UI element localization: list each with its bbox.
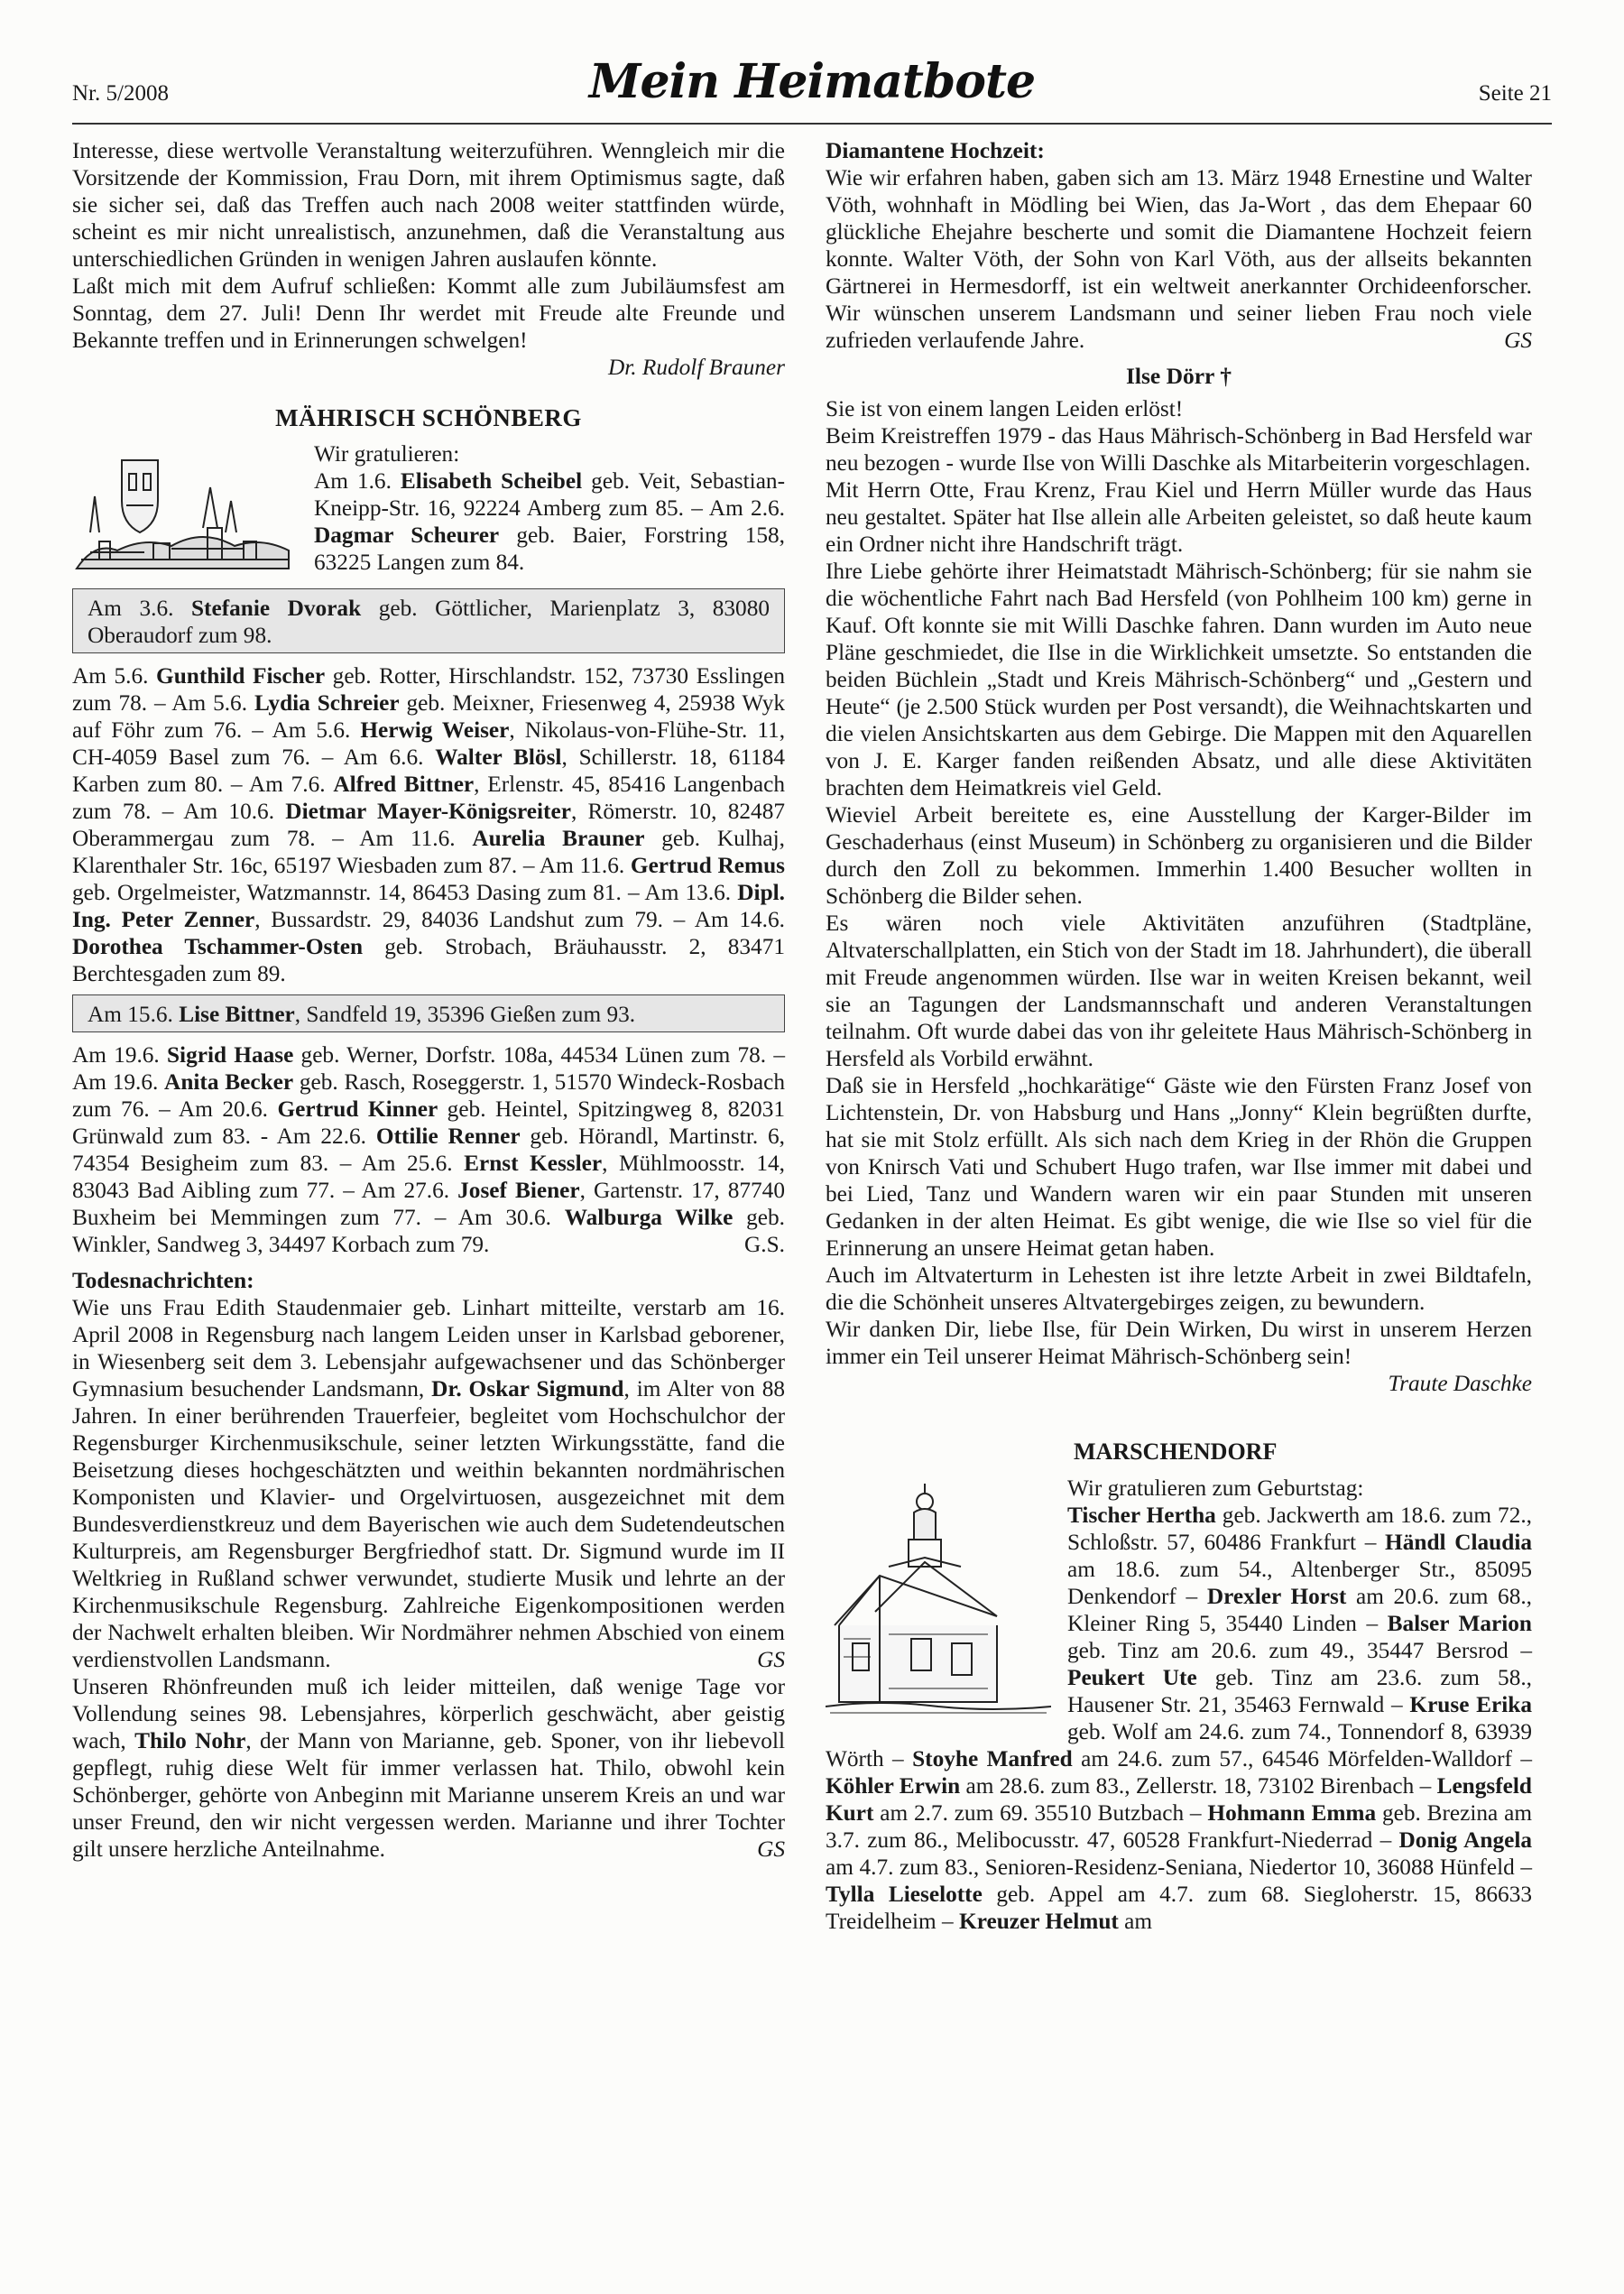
birthday-list-2: Am 19.6. Sigrid Haase geb. Werner, Dorfstr. 108a, 44534 Lünen zum 78. – Am 19.6. Anita Becker geb. Rasch, Roseggerstr. 1, 51570 Windeck-Rosbach zum 76. – Am 20.6. Gertrud Kinner geb. Heintel, Spitzingweg 8, 82031 Grünwald zum 83. - Am 22.6. Ottilie Renner geb. Hörandl, Martinstr. 6, 74354 Besigheim zum 83. – Am 25.6. Ernst Kessler, Mühlmoosstr. 14, 83043 Bad Aibling zum 77. – Am 27.6. Josef Biener, Gartenstr. 17, 87740 Buxheim bei Memmingen zum 77. – Am 30.6. Walburga Wilke geb. Winkler, Sandweg 3, 34497 Korbach zum 79. G.S. [72, 1042, 785, 1257]
section-title-maehrisch-schoenberg: MÄHRISCH SCHÖNBERG [275, 404, 582, 431]
obituary-paragraph: Ihre Liebe gehörte ihrer Heimatstadt Mährisch-Schönberg; für sie nahm sie die wöchentliche Fahrt nach Bad Hersfeld (von Pohlheim 100 km) gerne in Kauf. Oft konnte sie mit Willi Daschke fahren. Dann wurden im Auto neue Pläne geschmiedet, die Ilse in die Wirklichkeit umsetzte. So entstanden die beiden Büchlein „Stadt und Kreis Mährisch-Schönberg“ und „Gestern und Heute“ (je 2.500 Stück wurden per Post versandt), die Weihnachtskarten und die vielen Ansichtskarten aus dem Gebirge. Die Mappen mit den Aquarellen von J. E. Karger fanden reißenden Absatz, und alle diese Aktivitäten brachten dem Heimatkreis viel Geld. [826, 559, 1532, 800]
obituary-paragraph: Wieviel Arbeit bereitete es, eine Ausstellung der Karger-Bilder im Geschaderhaus (einst Museum) in Schönberg zu organisieren und die Bilder durch den Zoll zu bekommen. Immerhin 1.400 Besucher wollten in Schönberg die Bilder sehen. [826, 802, 1532, 909]
town-crest-illustration [72, 442, 298, 578]
obituary-title-ilse-doerr: Ilse Dörr † [1125, 363, 1232, 389]
left-column [72, 137, 785, 1863]
highlight-box-dvorak: Am 3.6. Stefanie Dvorak geb. Göttlicher, Marienplatz 3, 83080 Oberaudorf zum 98. [72, 588, 785, 653]
obituary-paragraph: Beim Kreistreffen 1979 - das Haus Mährisch-Schönberg in Bad Hersfeld war neu bezogen - wurde Ilse von Willi Daschke als Mitarbeiterin vorgeschlagen. [826, 423, 1532, 476]
intro-paragraph: Laßt mich mit dem Aufruf schließen: Kommt alle zum Jubiläumsfest am Sonntag, dem 27. Juli! Denn Ihr werdet mit Freude alte Freunde und Bekannte treffen und in Erinnerungen schwelgen! [72, 273, 785, 353]
mar-greeting: Wir gratulieren zum Geburtstag: [1067, 1475, 1364, 1501]
page-header [72, 54, 1552, 117]
ms-greeting: Wir gratulieren: [314, 441, 460, 467]
issue-number: Nr. 5/2008 [72, 81, 169, 106]
intro-signature: Dr. Rudolf Brauner [607, 355, 785, 380]
obituary-paragraph: Wir danken Dir, liebe Ilse, für Dein Wirken, Du wirst in unserem Herzen immer ein Teil unserer Heimat Mährisch-Schönberg sein! [826, 1317, 1532, 1369]
masthead-logo: Mein Heimatbote [588, 54, 1036, 109]
chapel-illustration [826, 1476, 1051, 1738]
bday-signature: G.S. [744, 1232, 785, 1257]
obituary-paragraph: Sie ist von einem langen Leiden erlöst! [826, 396, 1184, 421]
obituary-paragraph: Es wären noch viele Aktivitäten anzuführen (Stadtpläne, Altvaterschallplatten, ein Stich von der Stadt im 18. Jahrhundert), die überall mit Freude angenommen würden. Ilse war in weiten Kreisen bekannt, weil sie an Tagungen der Landsmannschaft und anderen Veranstaltungen teilnahm. Oft wurde dabei das von ihr geleitete Haus Mährisch-Schönberg in Hersfeld als Vorbild erwähnt. [826, 911, 1532, 1071]
ms-birthday-entry: Am 1.6. Elisabeth Scheibel geb. Veit, Sebastian-Kneipp-Str. 16, 92224 Amberg zum 85. – Am 2.6. Dagmar Scheurer geb. Baier, Forstring 158, 63225 Langen zum 84. [314, 468, 785, 575]
header-rule [72, 123, 1552, 125]
diamond-wedding-heading: Diamantene Hochzeit: [826, 137, 1045, 163]
todes-paragraph-nohr: Unseren Rhönfreunden muß ich leider mitteilen, daß wenige Tage vor Vollendung seines 98. Lebensjahres, körperlich geschwächt, aber geistig wach, Thilo Nohr, der Mann von Marianne, geb. Sponer, von ihr liebevoll gepflegt, ruhig diese Welt für immer verlassen hat. Thilo, obwohl kein Schönberger, gehörte von Anbeginn mit Marianne unserem Kreis an und war unser Freund, den wir nicht vergessen werden. Marianne und ihrer Tochter gilt unsere herzliche Anteilnahme. GS [72, 1674, 785, 1862]
obituary-paragraph: Auch im Altvaterturm in Lehesten ist ihre letzte Arbeit in zwei Bildtafeln, die die Schönheit unseres Altvatergebirges zeigen, zu bewundern. [826, 1263, 1532, 1315]
birthday-list: Am 5.6. Gunthild Fischer geb. Rotter, Hirschlandstr. 152, 73730 Esslingen zum 78. – Am 5.6. Lydia Schreier geb. Meixner, Friesenweg 4, 25938 Wyk auf Föhr zum 76. – Am 5.6. Herwig Weiser, Nikolaus-von-Flühe-Str. 11, CH-4059 Basel zum 76. – Am 6.6. Walter Blösl, Schillerstr. 18, 61184 Karben zum 80. – Am 7.6. Alfred Bittner, Erlenstr. 45, 85416 Langenbach zum 78. – Am 10.6. Dietmar Mayer-Königsreiter, Römerstr. 10, 82487 Oberammergau zum 78. – Am 11.6. Aurelia Brauner geb. Kulhaj, Klarenthaler Str. 16c, 65197 Wiesbaden zum 87. – Am 11.6. Gertrud Remus geb. Orgelmeister, Watzmannstr. 14, 86453 Dasing zum 81. – Am 13.6. Dipl. Ing. Peter Zenner, Bussardstr. 29, 84036 Landshut zum 79. – Am 14.6. Dorothea Tschammer-Osten geb. Strobach, Bräuhausstr. 2, 83471 Berchtesgaden zum 89. [72, 663, 786, 986]
ms-birthday-block [72, 440, 785, 581]
highlight-box-bittner: Am 15.6. Lise Bittner, Sandfeld 19, 35396 Gießen zum 93. [72, 994, 785, 1032]
obituary-signature: Traute Daschke [1388, 1371, 1532, 1396]
page-number: Seite 21 [1478, 81, 1552, 106]
todes-paragraph-sigmund: Wie uns Frau Edith Staudenmaier geb. Linhart mitteilte, verstarb am 16. April 2008 in Regensburg nach langem Leiden unser in Karlsbad geborener, in Wiesenberg seit dem 3. Lebensjahr aufgewachsener und das Schönberger Gymnasium besuchender Landsmann, Dr. Oskar Sigmund, im Alter von 88 Jahren. In einer berührenden Trauerfeier, begleitet vom Hochschulchor der Regensburger Kirchenmusikschule, seiner letzten Wirkungsstätte, fand die Beisetzung dieses hochgeschätzten und weithin bekannten nordmährischen Komponisten und Klavier- und Orgelvirtuosen, ausgezeichnet mit dem Bundesverdienstkreuz und dem Bayerischen wie auch dem Sudetendeutschen Kulturpreis, am Regensburger Bergfriedhof statt. Dr. Sigmund wurde im II Weltkrieg in Rußland schwer verwundet, studierte Musik und lehrte an der Kirchenmusikschule Regensburg. Zahlreiche Eigenkompositionen werden der Nachwelt erhalten bleiben. Wir Nordmährer nehmen Abschied von einem verdienstvollen Landsmann. GS [72, 1295, 785, 1672]
marschendorf-birthday-block [826, 1475, 1532, 1935]
intro-paragraph: Interesse, diese wertvolle Veranstaltung weiterzuführen. Wenngleich mir die Vorsitzende der Kommission, Frau Dorn, mit ihrem Optimismus sagte, daß sie sicher sei, daß das Treffen auch nach 2008 weiter stattfinden würde, scheint es mir nicht unrealistisch, anzunehmen, daß die Veranstaltung aus unterschiedlichen Gründen in wenigen Jahren auslaufen könnte. [72, 138, 785, 272]
todes-heading: Todesnachrichten: [72, 1267, 254, 1293]
obituary-paragraph: Daß sie in Hersfeld „hochkarätige“ Gäste wie den Fürsten Franz Josef von Lichtenstein, Dr. von Habsburg und Hans „Jonny“ Klein begrüßten durfte, hat sie mit Stolz erfüllt. Als sich nach dem Krieg in der Rhön die Gruppen von Knirsch Vati und Schubert Hugo trafen, war Ilse immer mit dabei und bei Lied, Tanz und Wandern waren wir ein paar Stunden mit unseren Gedanken in der alten Heimat. Es gibt wenige, die wie Ilse so viel für die Erinnerung an unsere Heimat getan haben. [826, 1073, 1532, 1261]
section-title-marschendorf: MARSCHENDORF [1074, 1438, 1278, 1465]
mar-birthday-list: Tischer Hertha geb. Jackwerth am 18.6. zum 72., Schloßstr. 57, 60486 Frankfurt – Händl Claudia am 18.6. zum 54., Altenberger Str., 85095 Denkendorf – Drexler Horst am 20.6. zum 68., Kleiner Ring 5, 35440 Linden – Balser Marion geb. Tinz am 20.6. zum 49., 35447 Bersrod – Peukert Ute geb. Tinz am 23.6. zum 58., Hausener Str. 21, 35463 Fernwald – Kruse Erika geb. Wolf am 24.6. zum 74., Tonnendorf 8, 63939 Wörth – Stoyhe Manfred am 24.6. zum 57., 64546 Mörfelden-Walldorf – Köhler Erwin am 28.6. zum 83., Zellerstr. 18, 73102 Birenbach – Lengsfeld Kurt am 2.7. zum 69. 35510 Butzbach – Hohmann Emma geb. Brezina am 3.7. zum 86., Melibocusstr. 47, 60528 Frankfurt-Niederrad – Donig Angela am 4.7. zum 83., Senioren-Residenz-Seniana, Niedertor 10, 36088 Hünfeld – Tylla Lieselotte geb. Appel am 4.7. zum 68. Siegloherstr. 15, 86633 Treidelheim – Kreuzer Helmut am [826, 1503, 1533, 1934]
right-column [826, 137, 1532, 1935]
diamond-wedding-text: Wie wir erfahren haben, gaben sich am 13. März 1948 Ernestine und Walter Vöth, wohnhaft in Mödling bei Wien, das Ja-Wort , das dem Ehepaar 60 glückliche Ehejahre bescherte und somit die Diamantene Hochzeit feiern konnte. Walter Vöth, der Sohn von Karl Vöth, aus der allseits bekannten Gärtnerei in Hermesdorff, ist ein weltweit anerkannter Orchideenforscher. Wir wünschen unserem Landsmann und seiner lieben Frau noch viele zufrieden verlaufende Jahre. GS [826, 165, 1532, 353]
obituary-paragraph: Mit Herrn Otte, Frau Krenz, Frau Kiel und Herrn Müller wurde das Haus neu gestaltet. Später hat Ilse allein alle Arbeiten geleistet, so daß heute kaum ein Ordner nicht ihre Handschrift trägt. [826, 477, 1532, 557]
